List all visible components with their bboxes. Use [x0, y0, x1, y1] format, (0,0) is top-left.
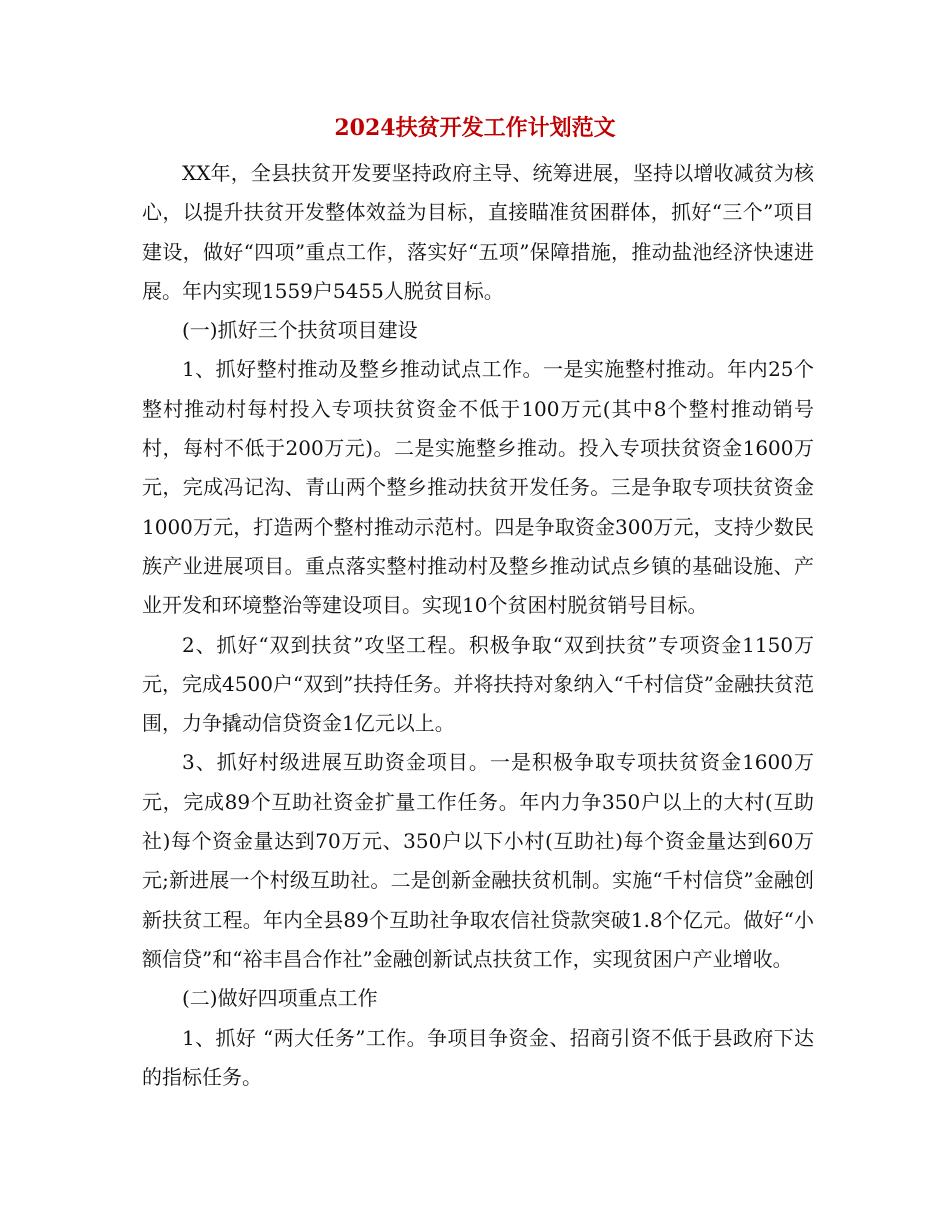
section-heading-1: (一)抓好三个扶贫项目建设 — [182, 318, 418, 343]
paragraph-item-2-1: 1、抓好 “两大任务”工作。争项目争资金、招商引资不低于县政府下达的指标任务。 — [142, 1025, 814, 1089]
paragraph-item-1-2: 2、抓好“双到扶贫”攻坚工程。积极争取“双到扶贫”专项资金1150万元，完成4500户“双到”扶持任务。并将扶持对象纳入“千村信贷”金融扶贫范围，力争撬动信贷资金1亿元以上。 — [142, 632, 814, 736]
paragraph-item-1-1: 1、抓好整村推动及整乡推动试点工作。一是实施整村推动。年内25个整村推动村每村投入专项扶贫资金不低于100万元(其中8个整村推动销号村，每村不低于200万元)。二是实施整乡推动。投入专项扶贫资金1600万元，完成冯记沟、青山两个整乡推动扶贫开发任务。三是争取专项扶贫资金1000万元，打造两个整村推动示范村。四是争取资金300万元，支持少数民族产业进展项目。重点落实整村推动村及整乡推动试点乡镇的基础设施、产业开发和环境整治等建设项目。实现10个贫困村脱贫销号目标。 — [142, 357, 814, 618]
paragraph-item-1-3: 3、抓好村级进展互助资金项目。一是积极争取专项扶贫资金1600万元，完成89个互助社资金扩量工作任务。年内力争350户以上的大村(互助社)每个资金量达到70万元、350户以下小村(互助社)每个资金量达到60万元;新进展一个村级互助社。二是创新金融扶贫机制。实施“千村信贷”金融创新扶贫工程。年内全县89个互助社争取农信社贷款突破1.8个亿元。做好“小额信贷”和“裕丰昌合作社”金融创新试点扶贫工作，实现贫困户产业增收。 — [142, 750, 814, 971]
paragraph-intro: XX年，全县扶贫开发要坚持政府主导、统筹进展，坚持以增收减贫为核心，以提升扶贫开发整体效益为目标，直接瞄准贫困群体，抓好“三个”项目建设，做好“四项”重点工作，落实好“五项”保障措施，推动盐池经济快速进展。年内实现1559户5455人脱贫目标。 — [142, 161, 814, 303]
document-title: 2024扶贫开发工作计划范文 — [334, 115, 616, 141]
section-heading-2: (二)做好四项重点工作 — [182, 986, 378, 1011]
document-body — [142, 154, 814, 1097]
